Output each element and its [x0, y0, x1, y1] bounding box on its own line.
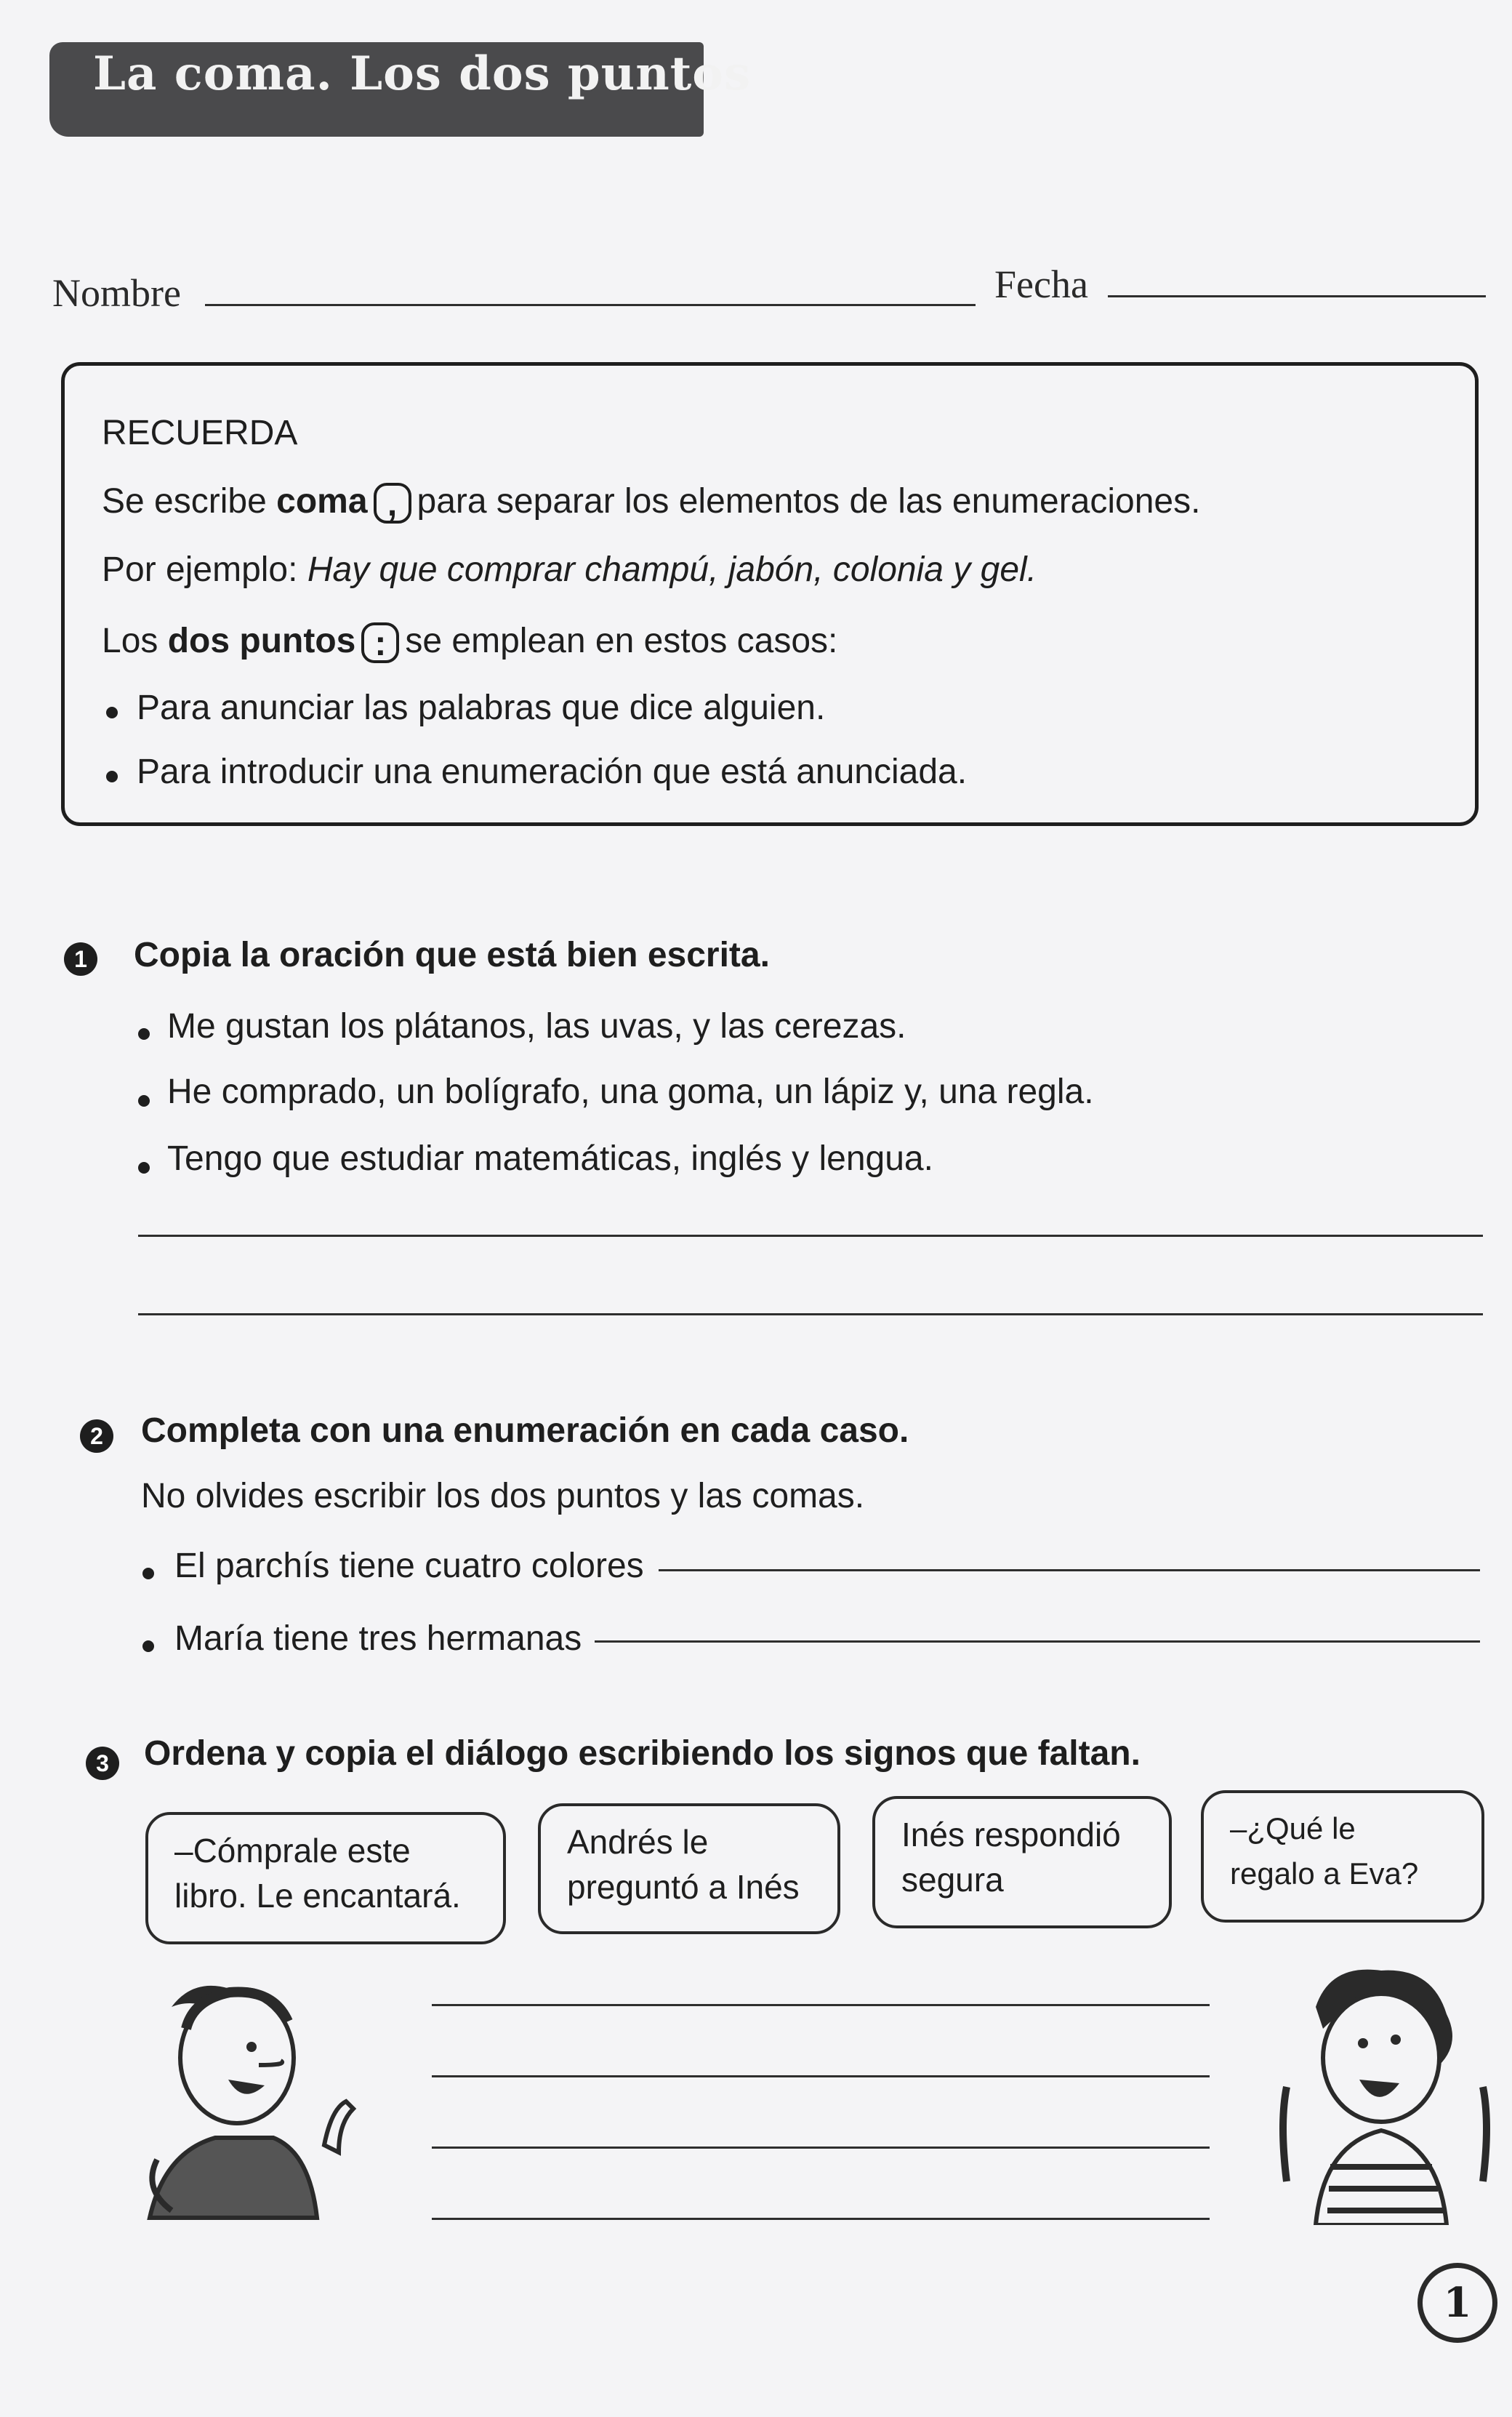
exercise-3-number: 3	[86, 1747, 119, 1780]
colon-rule-post: se emplean en estos casos:	[405, 622, 838, 660]
comma-rule-pre: Se escribe	[102, 482, 267, 521]
dialogue-card-line: segura	[901, 1861, 1004, 1899]
face-shape	[1323, 1994, 1439, 2122]
bullet-dot	[138, 1028, 150, 1040]
dialogue-card-line: –¿Qué le	[1230, 1811, 1356, 1845]
exercise-2-answer-line-1[interactable]	[659, 1569, 1480, 1571]
example-text: Hay que comprar champú, jabón, colonia y gel.	[307, 550, 1037, 589]
exercise-3-title: Ordena y copia el diálogo escribiendo los signos que faltan.	[144, 1734, 1141, 1773]
colon-rule-pre: Los	[102, 622, 158, 660]
exercise-3-answer-line-1[interactable]	[432, 2004, 1210, 2006]
exercise-1-number: 1	[64, 942, 97, 976]
dialogue-card[interactable]	[538, 1803, 840, 1934]
page-title: La coma. Los dos puntos	[93, 47, 751, 101]
bullet-dot	[138, 1095, 150, 1107]
comma-rule-post: para separar los elementos de las enumeraciones.	[417, 482, 1201, 521]
comma-rule-bold: coma	[276, 482, 368, 521]
exercise-2-answer-line-2[interactable]	[595, 1640, 1480, 1643]
exercise-2-title: Completa con una enumeración en cada caso.	[141, 1411, 909, 1450]
dialogue-card[interactable]	[145, 1812, 506, 1944]
dialogue-card-line: libro. Le encantará.	[174, 1877, 461, 1915]
eye-shape	[1358, 2038, 1368, 2048]
hand-shape	[324, 2101, 353, 2152]
exercise-3-answer-line-3[interactable]	[432, 2147, 1210, 2149]
exercise-3-answer-line-2[interactable]	[432, 2075, 1210, 2077]
exercise-1-answer-line-2[interactable]	[138, 1313, 1483, 1315]
dialogue-card[interactable]	[872, 1796, 1172, 1928]
exercise-2-note: No olvides escribir los dos puntos y las comas.	[141, 1477, 865, 1515]
eye-shape	[246, 2042, 257, 2052]
bullet-dot	[106, 707, 118, 718]
exercise-3-answer-line-4[interactable]	[432, 2218, 1210, 2220]
boy-illustration	[142, 1978, 382, 2225]
name-label: Nombre	[52, 271, 181, 315]
exercise-1-option-1: Me gustan los plátanos, las uvas, y las cerezas.	[167, 1007, 906, 1046]
bullet-dot	[142, 1568, 154, 1579]
shirt-shape	[150, 2138, 317, 2218]
dialogue-card-line: Inés respondió	[901, 1816, 1121, 1853]
exercise-1-title: Copia la oración que está bien escrita.	[134, 936, 770, 974]
dialogue-card[interactable]	[1201, 1790, 1484, 1923]
dialogue-card-line: –Cómprale este	[174, 1832, 411, 1869]
recuerda-heading: RECUERDA	[102, 414, 298, 452]
date-label: Fecha	[994, 262, 1088, 306]
recuerda-comma-rule	[102, 481, 1200, 524]
exercise-2-item-1: El parchís tiene cuatro colores	[174, 1547, 644, 1585]
bullet-dot	[138, 1162, 150, 1174]
example-label: Por ejemplo:	[102, 550, 298, 589]
exercise-1-answer-line-1[interactable]	[138, 1235, 1483, 1237]
comma-symbol-box: ,	[374, 483, 411, 524]
recuerda-colon-rule	[102, 621, 837, 663]
name-field[interactable]	[205, 304, 976, 306]
recuerda-bullet-2: Para introducir una enumeración que está anunciada.	[137, 753, 968, 791]
dialogue-card-line: Andrés le	[567, 1823, 709, 1861]
exercise-1-option-3: Tengo que estudiar matemáticas, inglés y lengua.	[167, 1139, 933, 1178]
recuerda-bullet-1: Para anunciar las palabras que dice alguien.	[137, 689, 826, 727]
colon-symbol-box: :	[361, 622, 399, 663]
girl-illustration	[1272, 1963, 1497, 2225]
exercise-2-item-2: María tiene tres hermanas	[174, 1619, 582, 1658]
exercise-2-number: 2	[80, 1419, 113, 1453]
dialogue-card-line: preguntó a Inés	[567, 1868, 800, 1906]
page-number: 1	[1418, 2263, 1497, 2343]
bullet-dot	[142, 1640, 154, 1652]
bullet-dot	[106, 771, 118, 782]
recuerda-example	[102, 550, 1037, 590]
exercise-1-option-2: He comprado, un bolígrafo, una goma, un lápiz y, una regla.	[167, 1073, 1094, 1111]
eye-shape	[1391, 2035, 1401, 2045]
dialogue-card-line: regalo a Eva?	[1230, 1856, 1419, 1891]
date-field[interactable]	[1108, 295, 1486, 297]
colon-rule-bold: dos puntos	[167, 622, 356, 660]
